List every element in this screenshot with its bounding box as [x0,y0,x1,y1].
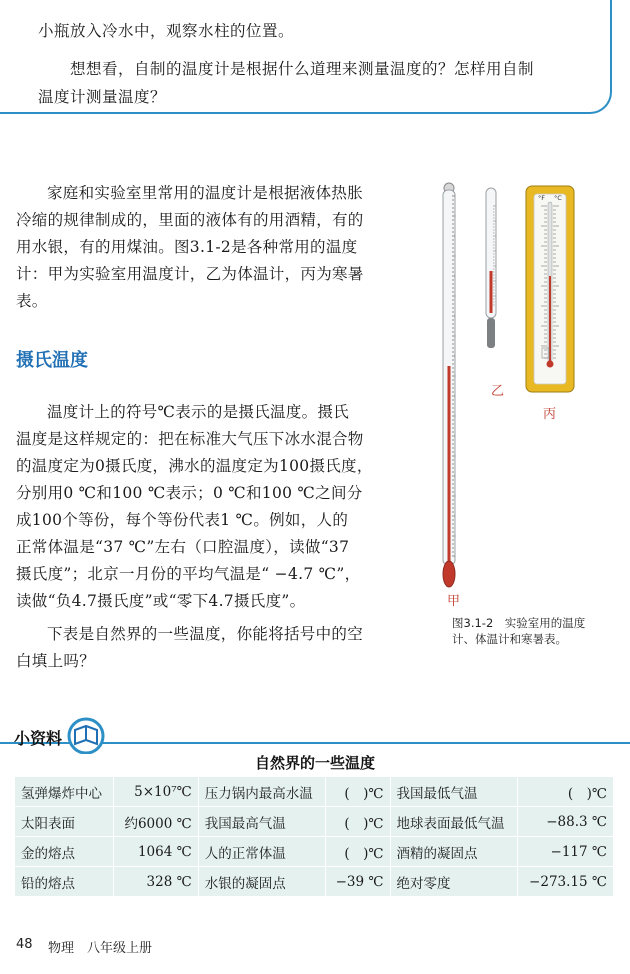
table-cell-value: −39 ℃ [326,867,390,897]
celsius-scale-label: °C [554,194,562,202]
intro-line: 冷缩的规律制成的，里面的液体有的用酒精，有的 [16,211,364,229]
page-number: 48 [16,937,33,952]
table-cell-value: ( )℃ [326,837,390,867]
table-cell-value: 1064 ℃ [114,837,199,867]
table-cell-name: 铅的熔点 [15,867,114,897]
lab-thermometer [443,183,455,587]
intro-line: 计：甲为实验室用温度计，乙为体温计，丙为寒暑 [16,265,364,283]
celsius-line: 成100个等份，每个等份代表1 ℃。例如，人的 [16,511,349,529]
table-cell-name: 压力锅内最高水温 [198,777,326,807]
table-cell-name: 地球表面最低气温 [390,807,518,837]
question-line: 下表是自然界的一些温度，你能将括号中的空 [47,625,364,643]
figure-caption [452,615,614,647]
table-cell-value: ( )℃ [326,807,390,837]
table-cell-name: 我国最高气温 [198,807,326,837]
celsius-line: 温度计上的符号℃表示的是摄氏温度。摄氏 [47,403,350,421]
book-title: 物理 八年级上册 [48,941,153,956]
label-bing: 丙 [543,407,557,422]
callout-line-1: 小瓶放入冷水中，观察水柱的位置。 [38,22,295,40]
table-cell-value: ( )℃ [326,777,390,807]
table-cell-name: 绝对零度 [390,867,518,897]
table-row [15,807,614,837]
fahrenheit-label: °F [538,194,545,202]
celsius-line: 分别用0 ℃和100 ℃表示；0 ℃和100 ℃之间分 [16,484,363,502]
table-cell-value: ( )℃ [518,777,614,807]
clinical-thermometer [486,188,496,348]
table-cell-name: 人的正常体温 [198,837,326,867]
intro-line: 家庭和实验室里常用的温度计是根据液体热胀 [47,184,364,202]
celsius-line: 的温度定为0摄氏度，沸水的温度定为100摄氏度， [16,457,373,475]
table-cell-name: 氢弹爆炸中心 [15,777,114,807]
callout-line-2: 想想看，自制的温度计是根据什么道理来测量温度的？怎样用自制 [70,60,535,78]
caption-line-2: 计、体温计和寒暑表。 [452,632,567,646]
label-jia: 甲 [447,594,461,609]
table-cell-name: 酒精的凝固点 [390,837,518,867]
table-cell-name: 金的熔点 [15,837,114,867]
celsius-line: 摄氏度”；北京一月份的平均气温是“ −4.7 ℃”， [16,565,361,583]
thermometers-figure [430,176,620,616]
question-line: 白填上吗？ [16,652,96,670]
celsius-line: 正常体温是“37 ℃”左右（口腔温度），读做“37 [16,538,350,556]
intro-line: 表。 [16,292,48,310]
caption-line-1: 图3.1-2 实验室用的温度 [452,616,586,630]
book-icon [64,714,110,754]
intro-line: 用水银，有的用煤油。图3.1-2是各种常用的温度 [16,238,358,256]
table-cell-value: −273.15 ℃ [518,867,614,897]
table-cell-name: 我国最低气温 [390,777,518,807]
table-cell-name: 太阳表面 [15,807,114,837]
table-cell-value: −88.3 ℃ [518,807,614,837]
celsius-line: 温度是这样规定的：把在标准大气压下冰水混合物 [16,430,364,448]
wall-thermometer [526,186,574,392]
table-title: 自然界的一些温度 [254,754,375,772]
temperature-table [14,776,614,897]
table-row [15,837,614,867]
table-cell-value: −117 ℃ [518,837,614,867]
table-row [15,777,614,807]
table-cell-value: 328 ℃ [114,867,199,897]
table-row [15,867,614,897]
table-cell-value: 约6000 ℃ [114,807,199,837]
table-cell-value: 5×10⁷℃ [114,777,199,807]
celsius-line: 读做“负4.7摄氏度”或“零下4.7摄氏度”。 [16,592,306,610]
table-cell-name: 水银的凝固点 [198,867,326,897]
top-callout-box [0,0,612,114]
section-title: 摄氏温度 [16,350,88,371]
callout-line-3: 温度计测量温度？ [38,88,167,106]
label-yi: 乙 [491,384,505,399]
ziliao-label: 小资料 [14,729,63,748]
